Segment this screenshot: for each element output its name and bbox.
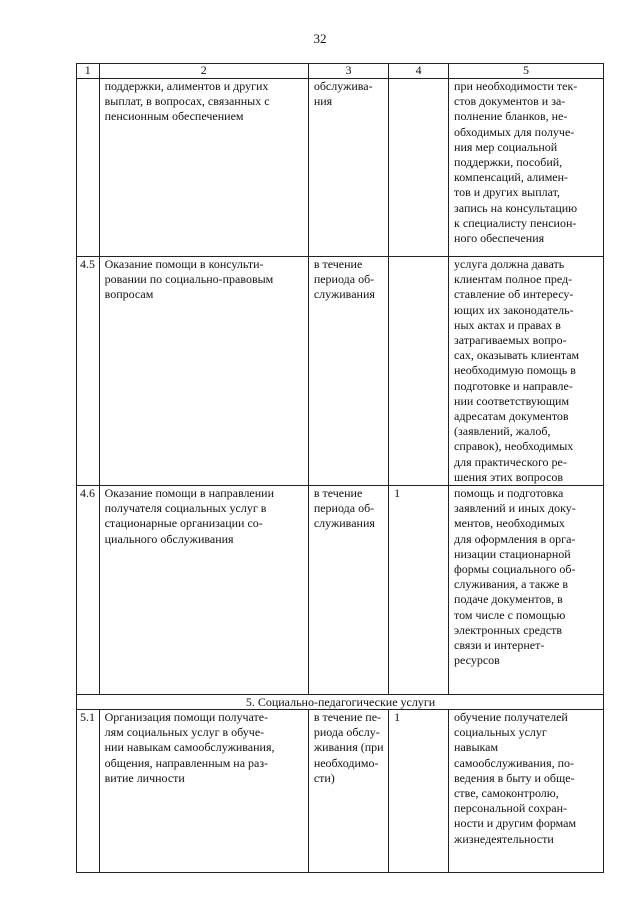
row-number (77, 79, 100, 257)
column-header: 3 (308, 64, 388, 79)
column-header: 4 (389, 64, 449, 79)
table-header-row (77, 64, 604, 79)
service-term: обслужива- ния (308, 79, 388, 257)
row-number: 5.1 (77, 710, 100, 873)
table-row (77, 79, 604, 257)
service-term: в течение пе- риода обслу- живания (при необходимо- сти) (308, 710, 388, 873)
row-number: 4.5 (77, 257, 100, 486)
service-name: Оказание помощи в направлении получателя социальных услуг в стационарные организации со- циального обслуживания (99, 486, 308, 695)
service-term: в течение периода об- служивания (308, 257, 388, 486)
service-name: Организация помощи получате- лям социальных услуг в обуче- нии навыкам самообслуживания, общения, направленным на раз- витие личности (99, 710, 308, 873)
service-name: Оказание помощи в консульти- ровании по социально-правовым вопросам (99, 257, 308, 486)
service-term: в течение периода об- служивания (308, 486, 388, 695)
row-number: 4.6 (77, 486, 100, 695)
service-result: при необходимости тек- стов документов и за- полнение бланков, не- обходимых для получе- ния мер социальной поддержки, пособий, компенсаций, алимен- тов и других выплат, запись на консультацию к специалисту пенсион- ного обеспечения (449, 79, 604, 257)
services-table (76, 63, 604, 873)
column-header: 5 (449, 64, 604, 79)
service-result: обучение получателей социальных услуг навыкам самообслуживания, по- ведения в быту и обще- стве, самоконтролю, персональной сохран- ности и другим формам жизнедеятельности (449, 710, 604, 873)
service-volume: 1 (389, 486, 449, 695)
column-header: 1 (77, 64, 100, 79)
service-volume (389, 79, 449, 257)
service-result: помощь и подготовка заявлений и иных доку- ментов, необходимых для оформления в орга- низации стационарной формы социального об- служивания, а также в подаче документов, в том числе с помощью электронных средств связи и интернет- ресурсов (449, 486, 604, 695)
service-result: услуга должна давать клиентам полное пред- ставление об интересу- ющих их законодатель- ных актах и правах в затрагиваемых вопро- сах, оказывать клиентам необходимую помощь в подготовке и направле- нии соответствующим адресатам документов (заявлений, жалоб, справок), необходимых для практического ре- шения этих вопросов (449, 257, 604, 486)
section-header-row (77, 695, 604, 710)
table-row (77, 257, 604, 486)
section-title: 5. Социально-педагогические услуги (77, 695, 604, 710)
service-name: поддержки, алиментов и других выплат, в вопросах, связанных с пенсионным обеспечением (99, 79, 308, 257)
column-header: 2 (99, 64, 308, 79)
table-row (77, 710, 604, 873)
service-volume (389, 257, 449, 486)
table-row (77, 486, 604, 695)
page-number: 32 (313, 31, 327, 46)
service-volume: 1 (389, 710, 449, 873)
